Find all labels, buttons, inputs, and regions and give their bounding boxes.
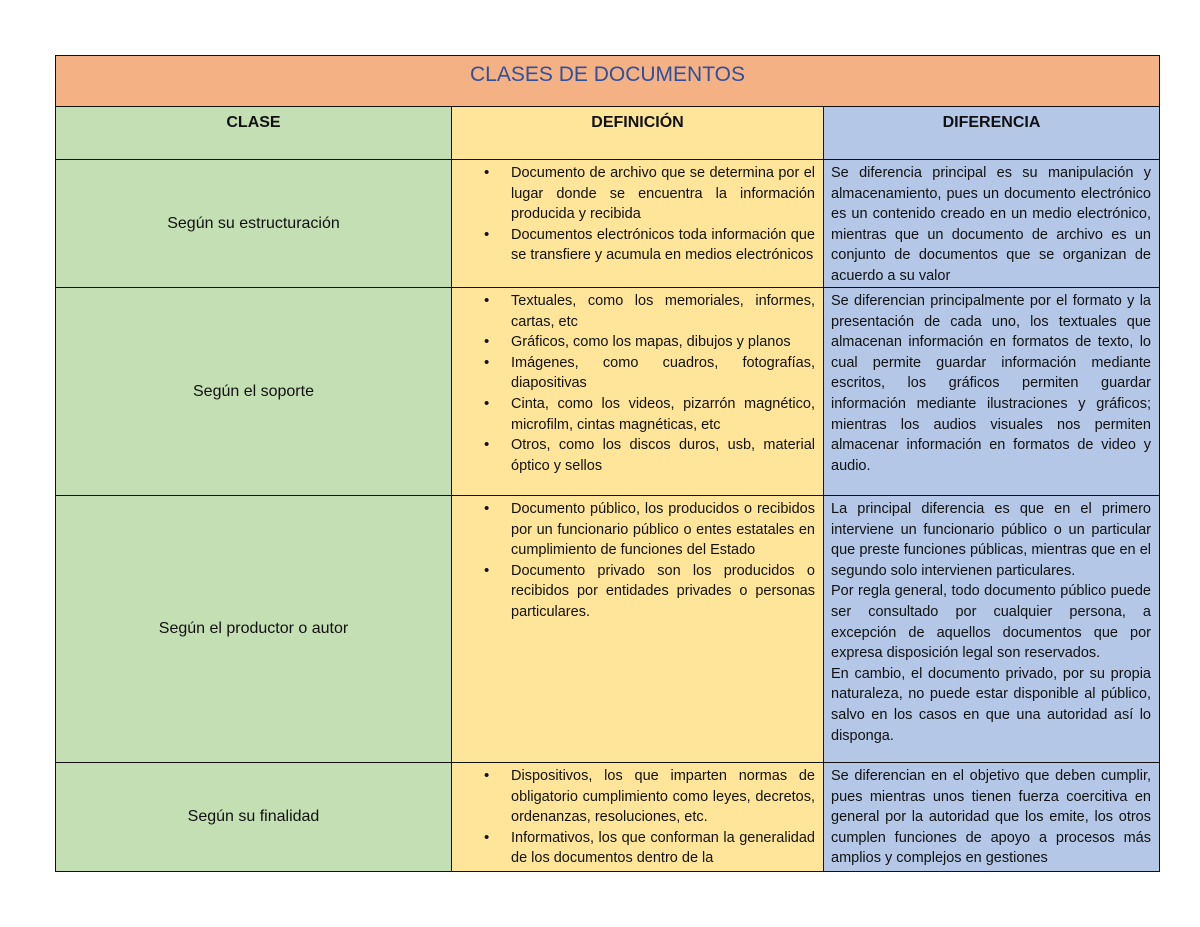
definicion-item: • Imágenes, como cuadros, fotografías, diapositivas bbox=[511, 353, 815, 394]
table-row bbox=[56, 160, 1160, 288]
definicion-item: • Gráficos, como los mapas, dibujos y planos bbox=[511, 332, 815, 353]
diferencia-text: Por regla general, todo documento público puede ser consultado por cualquier persona, a excepción de aquellos documentos que por expresa disposición legal son reservados. bbox=[831, 583, 1151, 662]
diferencia-cell bbox=[824, 496, 1160, 763]
clase-cell: Según su finalidad bbox=[56, 763, 452, 872]
diferencia-cell bbox=[824, 160, 1160, 288]
diferencia-cell bbox=[824, 763, 1160, 872]
definicion-cell bbox=[452, 763, 824, 872]
diferencia-cell bbox=[824, 288, 1160, 496]
definicion-item: • Dispositivos, los que imparten normas de obligatorio cumplimiento como leyes, decretos, ordenanzas, resoluciones, etc. bbox=[511, 766, 815, 828]
diferencia-text: Se diferencia principal es su manipulación y almacenamiento, pues un documento electrónico es un contenido creado en un medio electrónico, mientras que un documento de archivo es un conjunto de documentos que se organizan de acuerdo a su valor bbox=[831, 165, 1151, 284]
table-row bbox=[56, 496, 1160, 763]
table-title: CLASES DE DOCUMENTOS bbox=[470, 63, 745, 86]
definicion-item: • Documento público, los producidos o recibidos por un funcionario público o entes estatales en cumplimiento de funciones del Estado bbox=[511, 499, 815, 561]
header-diferencia: DIFERENCIA bbox=[824, 107, 1160, 160]
header-clase: CLASE bbox=[56, 107, 452, 160]
definicion-item: • Textuales, como los memoriales, informes, cartas, etc bbox=[511, 291, 815, 332]
table-row bbox=[56, 288, 1160, 496]
clase-cell: Según el soporte bbox=[56, 288, 452, 496]
definicion-item: • Documento privado son los producidos o recibidos por entidades privades o personas particulares. bbox=[511, 561, 815, 623]
clase-cell: Según su estructuración bbox=[56, 160, 452, 288]
definicion-cell bbox=[452, 288, 824, 496]
diferencia-text: Se diferencian principalmente por el formato y la presentación de cada uno, los textuales que almacenan información en formatos de texto, lo cual permite guardar información mediante escritos, los gráficos permiten guardar información mediante ilustraciones y gráficos; mientras los audios visuales nos permiten almacenar información en formatos de video y audio. bbox=[831, 293, 1151, 474]
definicion-item: • Cinta, como los videos, pizarrón magnético, microfilm, cintas magnéticas, etc bbox=[511, 394, 815, 435]
definicion-item: • Documento de archivo que se determina por el lugar donde se encuentra la información producida y recibida bbox=[511, 163, 815, 225]
definicion-item: • Informativos, los que conforman la generalidad de los documentos dentro de la bbox=[511, 828, 815, 868]
diferencia-text: La principal diferencia es que en el primero interviene un funcionario público o un particular que preste funciones públicas, mientras que en el segundo solo intervienen particulares. bbox=[831, 501, 1151, 579]
diferencia-text: Se diferencian en el objetivo que deben cumplir, pues mientras unos tienen fuerza coercitiva en general por la autoridad que los emite, los otros cumplen funciones de apoyo a procesos más amplios y complejos en gestiones bbox=[831, 768, 1151, 867]
definicion-item: • Otros, como los discos duros, usb, material óptico y sellos bbox=[511, 435, 815, 476]
table-title-cell bbox=[56, 56, 1160, 107]
definicion-cell bbox=[452, 160, 824, 288]
document-classes-table bbox=[55, 55, 1160, 872]
table-row bbox=[56, 763, 1160, 872]
definicion-item: • Documentos electrónicos toda información que se transfiere y acumula en medios electrónicos bbox=[511, 225, 815, 266]
definicion-cell bbox=[452, 496, 824, 763]
diferencia-text: En cambio, el documento privado, por su propia naturaleza, no puede estar disponible al público, salvo en los casos en que una autoridad así lo disponga. bbox=[831, 665, 1151, 744]
header-definicion: DEFINICIÓN bbox=[452, 107, 824, 160]
clase-cell: Según el productor o autor bbox=[56, 496, 452, 763]
